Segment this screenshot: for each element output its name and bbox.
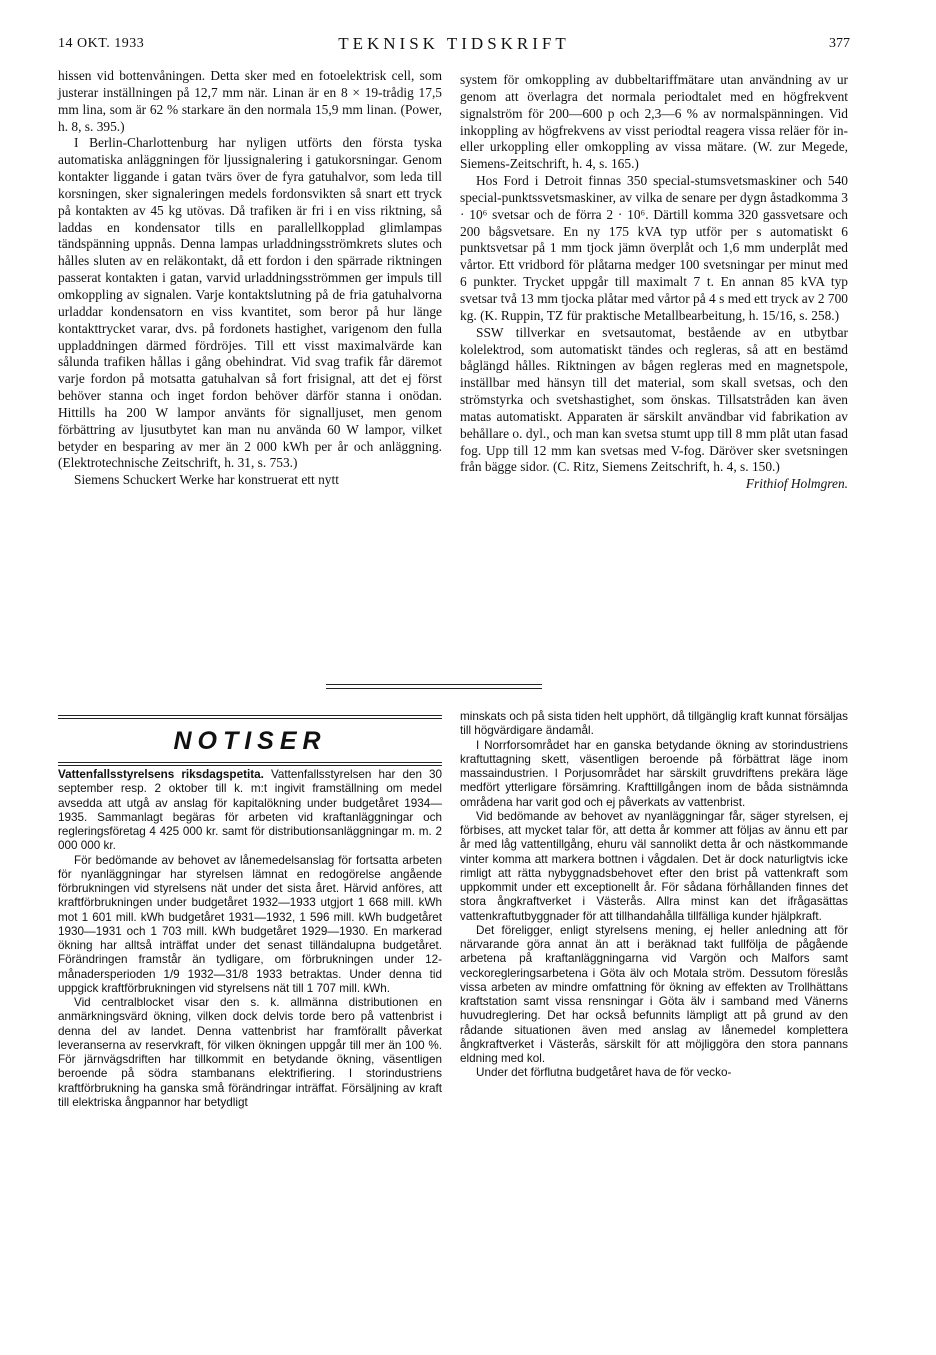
- section-title: NOTISER: [173, 727, 327, 755]
- paragraph: minskats och på sista tiden helt upphört, då tillgänglig kraft kunnat försäljas till högvärdigare ändamål.: [460, 710, 848, 738]
- journal-title: TEKNISK TIDSKRIFT: [338, 34, 570, 53]
- notice-headline: Vattenfallsstyrelsens riksdagspetita.: [58, 768, 264, 781]
- heading-rule: [58, 762, 442, 763]
- notiser-heading: [58, 713, 442, 768]
- page-number: 377: [829, 36, 850, 51]
- notiser-right-column: [460, 710, 848, 1081]
- heading-rule: [58, 718, 442, 719]
- author-signature: Frithiof Holmgren.: [745, 476, 848, 492]
- section-divider: [326, 684, 542, 685]
- paragraph: system för omkoppling av dubbeltariffmätare utan användning av ur genom att överlagra det normala periodtalet med en högfrekvent signalström för 200—600 p och 2,3—6 % av normalspänningen. Vid inkoppling av högfrekvens av visst periodtal reagera vissa reläer för in- eller urkoppling eller omkoppling av vissa mätare. (W. zur Megede, Siemens-Zeitschrift, h. 4, s. 165.): [460, 72, 848, 172]
- top-left-column: [58, 68, 442, 489]
- paragraph: I Norrforsområdet har en ganska betydande ökning av storindustriens kraftuttagning skett, väsentligen beroende på förbättrat läge inom massaindustrien. I Porjusområdet har särskilt gruvdriftens prekära läge medfört ytterligare försämring. Krafttillgången inom de båda sistnämnda områdena har varit god och ej påverkats av vattenbrist.: [460, 738, 848, 809]
- paragraph: hissen vid bottenvåningen. Detta sker med en fotoelektrisk cell, som justerar inställningen på 12,7 mm när. Linan är en 8 × 19-trådig 17,5 mm lina, som är 62 % starkare än den normala 15,9 mm linan. (Power, h. 8, s. 395.): [58, 68, 442, 134]
- paragraph: Hos Ford i Detroit finnas 350 special-stumsvetsmaskiner och 540 special-punktssvetsmaskiner, av vilka de senare per dygn åstadkomma 3 · 10⁶ svetsar och de förra 2 · 10⁶. Därtill komma 320 gassvetsare och 200 bågsvetsare. En ny 175 kVA typ utför per s automatiskt 6 punktsvetsar på 1 mm tjock jämn överplåt och 1,6 mm underplåt med vårtor. Ett vridbord för plåtarna medger 100 svetsningar per minut med 6 punkter. Trycket uppgår till maximalt 7 t. En annan 85 kVA typ svetsar två 13 mm tjocka plåtar med vårtor på 4 s med ett tryck av 2 700 kg. (K. Ruppin, TZ für praktische Metallbearbeitung, h. 15/16, s. 258.): [460, 173, 848, 323]
- paragraph: Siemens Schuckert Werke har konstruerat ett nytt: [74, 472, 339, 488]
- paragraph: Vid bedömande av behovet av nyanläggningar får, säger styrelsen, ej förbises, att mycket talar för, att detta år kommer att följas av ännu ett par år med låg vattentillgång, ehuru väl sannolikt detta år och nästkommande vinter komma att markera bottnen i vågdalen. Det är dock naturligtvis icke rimligt att rätta nybyggnadsbehovet efter den brist på vattenkraft som uppkommit under ett exceptionellt år. För sådana förhållanden finnes det stora ångkraftverket i Västerås. Allra minst kan det ifrågasättas vattenkraftutbyggnader för att tillhandahålla tillfälliga kunder hjälpkraft.: [460, 809, 848, 923]
- paragraph-text: Vattenfallsstyrelsen har den 30 september resp. 2 oktober till k. m:t ingivit framställning om medel avsedda att utgå av anslag för kapitalökning under budgetåret 1934—1935. Sammanlagt begäras för arbeten vid kraftanläggningar och regleringsföretag 4 425 000 kr. samt för distributionsanläggningar m. m. 2 000 000 kr.: [58, 768, 443, 853]
- paragraph: [58, 768, 442, 854]
- heading-rule: [58, 765, 442, 766]
- paragraph: Vid centralblocket visar den s. k. allmänna distributionen en anmärkningsvärd ökning, vilken dock delvis torde bero på vattenbrist i denna del av landet. Denna vattenbrist har framförallt påverkat leveranserna av reservkraft, för vilken ökningen uppgår till mer än 100 %. För järnvägsdriften har tillkommit en betydande ökning, väsentligen beroende på södra stambanans elektrifiering. I storindustriens kraftförbrukning ha ganska små förändringar inträffat. Försäljning av kraft till elektriska ångpannor har betydligt: [58, 996, 442, 1109]
- top-right-column: [460, 72, 848, 493]
- issue-date: 14 OKT. 1933: [58, 36, 145, 51]
- notiser-left-column: [58, 768, 442, 1110]
- section-divider: [326, 688, 542, 689]
- heading-rule: [58, 715, 442, 716]
- paragraph: Det föreligger, enligt styrelsens mening, ej heller anledning att för närvarande göra annat än att i beräknad takt fullfölja de pågående arbetena på kraftanläggningarna vid Vargön och Malfors samt veckoregleringsarbetena i Göta älv och Motala ström. Dessutom föreslås vissa arbeten av mindre omfattning för ökning av effekten av Trollhättans kraftstation samt vissa rensningar i Göta älv i samband med Vänerns huvudreglering. Det har också befunnits lämpligt att på grund av den rådande situationen även med anslag av lånemedel komplettera ångkraftverket i Västerås, särskilt för att möjliggöra den stora pannans eldning med kol.: [460, 923, 848, 1065]
- paragraph: SSW tillverkar en svetsautomat, bestående av en utbytbar kolelektrod, som automatiskt tändes och regleras, så att en bestämd båglängd hålles. Riktningen av bågen regleras med en magnetspole, inställbar med hänsyn till det material, som skall svetsas, och den strömstyrka och svetshastighet, som önskas. Tillsatstråden kan även matas automatiskt. Apparaten är särskilt användbar vid fabrikation av behållare o. dyl., och man kan svetsa stumt upp till 8 mm plåt utan fasad fog. Upp till 12 mm kan svetsas med V-fog. Däröver sker svetsningen från bägge sidor. (C. Ritz, Siemens Zeitschrift, h. 4, s. 150.): [460, 324, 848, 475]
- paragraph: I Berlin-Charlottenburg har nyligen utförts den första tyska automatiska anläggningen för ljussignalering i gatukorsningar. Genom kontakter liggande i gatan tvärs över de fyra gatuhalvor, som leda till korsningen, sker signaleringen medels fordonsvikten så snart ett tryck på kontakten av 45 kg utövas. Då trafiken är fri i en viss riktning, så laddas en kondensator tills en parallellkopplad glimlampas tändspänning uppnås. Denna lampas urladdningsströmkrets slutes och hålles sluten av en reläkontakt, då ett fordon i den spärrade riktningen passerat kontakten i gatan, varvid urladdningsströmmen ger impuls till omkoppling av signalen. Varje kontaktslutning på de fria gatuhalvorna urladdar kondensatorn en viss kvantitet, som beror på hur länge kontakttrycket varar, dvs. på fordonets hastighet, varigenom den fulla uppladdningen därmed fördröjes. Till ett visst maximalvärde kan sålunda trafiken hållas i gång obehindrat. Vid svag trafik får däremot varje fordon på motsatta gatuhalvan så fort frisignal, att det ej först behöver stanna och inget fordon behöver därför stanna i onödan. Hittills ha 200 W lampor använts för signalljuset, men genom förbättring av ljusutbytet kan man nu använda 60 W lampor, vilket betyder en besparing av mer än 2 000 kWh per år och anläggning. (Elektrotechnische Zeitschrift, h. 31, s. 753.): [58, 135, 442, 471]
- paragraph: För bedömande av behovet av lånemedelsanslag för fortsatta arbeten för nyanläggningar har styrelsen lämnat en redogörelse angående förbrukningen vid styrelsens nät under det sista året. Härvid anföres, att kraftförbrukningen under budgetåret 1932—1933 utgjort 1 668 mill. kWh mot 1 601 mill. kWh budgetåret 1931—1932, 1 596 mill. kWh budgetåret 1930—1931 och 1 703 mill. kWh budgetåret 1929—1930. En markerad ökning har alltså inträffat under det senast tilländalupna budgetåret. Förändringen framstår än tydligare, om förbrukningen under 12-månadersperioden 1/9 1932—31/8 1933 betraktas. Under denna tid uppgick kraftförbrukningen vid styrelsens nät till 1 707 mill. kWh.: [58, 853, 442, 995]
- paragraph: Under det förflutna budgetåret hava de för vecko-: [476, 1066, 732, 1080]
- running-header: [58, 34, 850, 54]
